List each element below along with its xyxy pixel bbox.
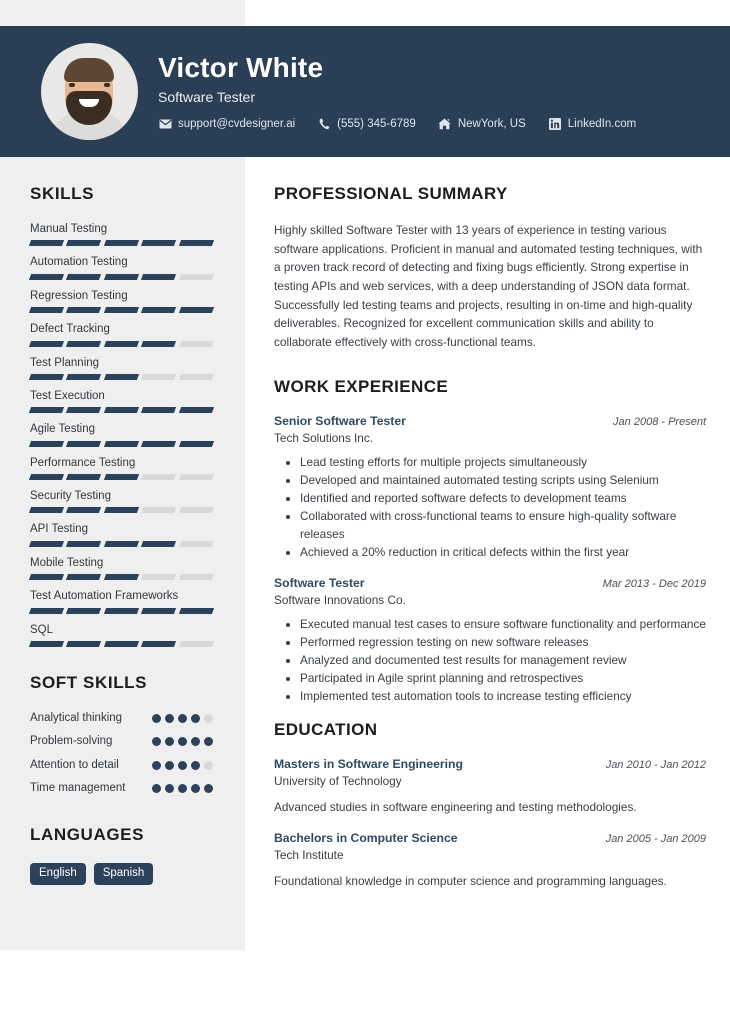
skill-bar-segment — [141, 274, 177, 280]
rating-dot — [165, 714, 174, 723]
skill-bar-segment — [179, 541, 215, 547]
skill-bar-segment — [104, 541, 140, 547]
skill-row — [30, 322, 217, 346]
avatar-container — [36, 43, 142, 140]
entry-bullet-list — [274, 616, 706, 705]
skill-bar-segment — [179, 240, 215, 246]
entry-bullet: • Identified and reported software defects to development teams — [300, 490, 706, 507]
skill-bar-segment — [179, 274, 215, 280]
rating-dot — [152, 761, 161, 770]
resume-entry — [274, 414, 706, 560]
skill-row — [30, 389, 217, 413]
skill-label: Security Testing — [30, 490, 111, 502]
contact-phone[interactable] — [317, 118, 416, 130]
skill-bar-segment — [104, 474, 140, 480]
skill-label: Manual Testing — [30, 223, 108, 235]
rating-dot — [204, 761, 213, 770]
languages-heading: LANGUAGES — [30, 824, 145, 844]
entry-organization: Tech Institute — [274, 848, 344, 863]
skill-row — [30, 422, 217, 446]
entry-header — [274, 757, 706, 773]
contact-linkedin[interactable] — [548, 118, 636, 130]
home-icon — [438, 118, 452, 130]
skill-bar-segment — [104, 574, 140, 580]
work-experience-heading: WORK EXPERIENCE — [274, 377, 449, 397]
soft-skill-rating — [152, 758, 213, 770]
skill-bar-segment — [179, 608, 215, 614]
candidate-role: Software Tester — [158, 88, 256, 105]
contact-linkedin-text: LinkedIn.com — [567, 117, 637, 130]
entry-bullet: • Analyzed and documented test results for management review — [300, 652, 706, 669]
entry-organization: University of Technology — [274, 773, 402, 788]
skill-bar-segment — [141, 341, 177, 347]
skill-level-bar — [30, 307, 213, 313]
skill-bar-segment — [29, 441, 65, 447]
soft-skill-row — [30, 758, 213, 774]
skill-level-bar — [30, 341, 213, 347]
skill-bar-segment — [179, 641, 215, 647]
skill-bar-segment — [141, 240, 177, 246]
avatar-hair — [64, 58, 114, 82]
skill-bar-segment — [141, 307, 177, 313]
rating-dot — [165, 737, 174, 746]
entry-bullet: • Implemented test automation tools to increase testing efficiency — [300, 688, 706, 705]
skill-row — [30, 623, 217, 647]
resume-entry — [274, 757, 706, 816]
skill-bar-segment — [29, 507, 65, 513]
skill-bar-segment — [66, 507, 102, 513]
entry-title: Masters in Software Engineering — [274, 756, 463, 771]
skill-bar-segment — [104, 240, 140, 246]
avatar-eye-right — [104, 83, 110, 87]
entry-bullet: • Executed manual test cases to ensure software functionality and performance — [300, 616, 706, 633]
skill-bar-segment — [66, 274, 102, 280]
skill-bar-segment — [179, 574, 215, 580]
skill-bar-segment — [29, 274, 65, 280]
rating-dot — [152, 737, 161, 746]
skill-bar-segment — [141, 441, 177, 447]
skill-bar-segment — [66, 541, 102, 547]
skill-bar-segment — [29, 574, 65, 580]
skill-bar-segment — [141, 608, 177, 614]
rating-dot — [191, 761, 200, 770]
skill-bar-segment — [179, 441, 215, 447]
skill-row — [30, 255, 217, 279]
skill-row — [30, 356, 217, 380]
skill-level-bar — [30, 240, 213, 246]
skill-row — [30, 289, 217, 313]
skills-list — [30, 222, 217, 647]
rating-dot — [191, 784, 200, 793]
skill-label: Mobile Testing — [30, 556, 104, 569]
main-column — [274, 157, 706, 906]
language-tag[interactable]: Spanish — [94, 863, 154, 885]
language-tag[interactable]: English — [30, 863, 86, 885]
soft-skill-row — [30, 711, 213, 727]
entry-bullet: • Performed regression testing on new software releases — [300, 634, 706, 651]
entry-bullet: • Lead testing efforts for multiple projects simultaneously — [300, 454, 706, 471]
skill-label: SQL — [30, 623, 54, 636]
skill-row — [30, 556, 217, 580]
skill-bar-segment — [104, 641, 140, 647]
soft-skill-row — [30, 734, 213, 750]
skill-bar-segment — [179, 307, 215, 313]
skill-level-bar — [30, 274, 213, 280]
skill-bar-segment — [179, 374, 215, 380]
skill-level-bar — [30, 441, 213, 447]
skill-bar-segment — [179, 507, 215, 513]
skill-label: Agile Testing — [30, 423, 95, 436]
rating-dot — [178, 714, 187, 723]
skill-row — [30, 522, 217, 546]
rating-dot — [152, 714, 161, 723]
skill-bar-segment — [141, 541, 177, 547]
contact-phone-text: (555) 345-6789 — [337, 117, 416, 130]
skill-bar-segment — [141, 574, 177, 580]
avatar — [41, 43, 138, 140]
skill-bar-segment — [29, 240, 65, 246]
contact-list — [158, 118, 710, 130]
rating-dot — [204, 737, 213, 746]
skill-label: Automation Testing — [30, 256, 128, 269]
skill-bar-segment — [29, 541, 65, 547]
entry-date: Jan 2005 - Jan 2009 — [605, 833, 706, 846]
skill-bar-segment — [141, 374, 177, 380]
skill-label: Test Planning — [30, 356, 100, 369]
skill-bar-segment — [66, 240, 102, 246]
skill-bar-segment — [104, 507, 140, 513]
skill-label: Test Automation Frameworks — [30, 590, 179, 603]
languages-list — [30, 863, 217, 885]
skill-bar-segment — [104, 441, 140, 447]
skills-heading: SKILLS — [30, 184, 95, 203]
skill-label: Defect Tracking — [30, 323, 110, 336]
rating-dot — [191, 737, 200, 746]
entry-date: Jan 2008 - Present — [613, 416, 706, 429]
skill-bar-segment — [179, 341, 215, 347]
skill-bar-segment — [104, 274, 140, 280]
entry-description: Foundational knowledge in computer science and programming languages. — [274, 874, 667, 889]
skill-bar-segment — [104, 307, 140, 313]
skill-row — [30, 489, 217, 513]
rating-dot — [165, 784, 174, 793]
linkedin-icon — [548, 118, 562, 130]
skill-level-bar — [30, 374, 213, 380]
professional-summary-heading: PROFESSIONAL SUMMARY — [274, 184, 508, 203]
rating-dot — [191, 714, 200, 723]
entry-header — [274, 414, 706, 430]
skill-level-bar — [30, 608, 213, 614]
skill-bar-segment — [29, 641, 65, 647]
rating-dot — [178, 761, 187, 770]
contact-email[interactable] — [158, 118, 295, 130]
header-text-block — [158, 53, 730, 130]
entry-title: Software Tester — [274, 575, 365, 590]
resume-header — [0, 26, 730, 157]
skill-bar-segment — [66, 474, 102, 480]
skill-bar-segment — [104, 341, 140, 347]
professional-summary-text: Highly skilled Software Tester with 13 years of experience in testing various software applications. Proficient in manual and automated testing techniques, with a proven track record of detecting and fixing bugs efficiently. Strong expertise in testing APIs and web services, with a deep understanding of JSON data format. Successfully led testing teams and projects, resulting in on-time and high-quality deliverables. Recognized for excellent communication skills and ability to collaborate effectively with cross-functional teams. — [274, 223, 703, 349]
education-heading: EDUCATION — [274, 719, 378, 739]
skill-bar-segment — [29, 374, 65, 380]
rating-dot — [178, 737, 187, 746]
entry-bullet: • Participated in Agile sprint planning and retrospectives — [300, 670, 706, 687]
contact-location-text: NewYork, US — [457, 117, 526, 130]
skill-label: Test Execution — [30, 389, 105, 402]
skill-level-bar — [30, 541, 213, 547]
phone-icon — [317, 118, 331, 130]
skill-bar-segment — [29, 307, 65, 313]
entry-date: Jan 2010 - Jan 2012 — [605, 758, 706, 771]
entry-description: Advanced studies in software engineering and testing methodologies. — [274, 799, 637, 814]
skill-bar-segment — [104, 374, 140, 380]
rating-dot — [178, 784, 187, 793]
entry-date: Mar 2013 - Dec 2019 — [602, 577, 706, 590]
avatar-eye-left — [69, 83, 75, 87]
skill-bar-segment — [66, 441, 102, 447]
contact-email-text: support@cvdesigner.ai — [178, 117, 296, 130]
sidebar — [0, 157, 245, 885]
skill-label: API Testing — [30, 523, 88, 536]
work-experience-list — [274, 414, 706, 705]
rating-dot — [152, 784, 161, 793]
skill-bar-segment — [141, 474, 177, 480]
rating-dot — [165, 761, 174, 770]
rating-dot — [204, 714, 213, 723]
skill-bar-segment — [66, 374, 102, 380]
skill-level-bar — [30, 641, 213, 647]
skill-bar-segment — [66, 307, 102, 313]
skill-row — [30, 589, 217, 613]
soft-skill-label: Attention to detail — [30, 758, 119, 771]
contact-location[interactable] — [438, 118, 526, 130]
skill-bar-segment — [29, 608, 65, 614]
candidate-name: Victor White — [158, 52, 324, 84]
soft-skills-heading: SOFT SKILLS — [30, 672, 148, 692]
entry-title: Senior Software Tester — [274, 414, 406, 429]
soft-skill-label: Problem-solving — [30, 735, 113, 748]
skill-bar-segment — [179, 407, 215, 413]
skill-label: Regression Testing — [30, 289, 128, 302]
skill-level-bar — [30, 574, 213, 580]
entry-bullet: • Achieved a 20% reduction in critical defects within the first year — [300, 544, 706, 561]
entry-organization: Software Innovations Co. — [274, 592, 406, 607]
skill-bar-segment — [29, 341, 65, 347]
skill-row — [30, 222, 217, 246]
skill-bar-segment — [29, 407, 65, 413]
skill-bar-segment — [141, 507, 177, 513]
entry-bullet-list — [274, 454, 706, 561]
skill-bar-segment — [141, 641, 177, 647]
resume-entry — [274, 576, 706, 705]
email-icon — [158, 118, 172, 130]
skill-bar-segment — [66, 574, 102, 580]
skill-level-bar — [30, 407, 213, 413]
skill-bar-segment — [66, 407, 102, 413]
soft-skill-label: Analytical thinking — [30, 711, 123, 724]
rating-dot — [204, 784, 213, 793]
skill-bar-segment — [104, 608, 140, 614]
skill-bar-segment — [66, 341, 102, 347]
soft-skills-list — [30, 711, 217, 797]
entry-bullet: • Collaborated with cross-functional teams to ensure high-quality software releases — [300, 508, 706, 542]
soft-skill-rating — [152, 781, 213, 793]
skill-bar-segment — [141, 407, 177, 413]
skill-level-bar — [30, 474, 213, 480]
entry-header — [274, 831, 706, 847]
skill-level-bar — [30, 507, 213, 513]
soft-skill-label: Time management — [30, 782, 126, 795]
skill-label: Performance Testing — [30, 456, 136, 469]
entry-title: Bachelors in Computer Science — [274, 831, 458, 846]
soft-skill-rating — [152, 711, 213, 723]
soft-skill-rating — [152, 734, 213, 746]
education-list — [274, 757, 706, 891]
skill-bar-segment — [104, 407, 140, 413]
skill-bar-segment — [29, 474, 65, 480]
resume-entry — [274, 831, 706, 890]
entry-header — [274, 576, 706, 592]
soft-skill-row — [30, 781, 213, 797]
entry-bullet: • Developed and maintained automated testing scripts using Selenium — [300, 472, 706, 489]
entry-organization: Tech Solutions Inc. — [274, 431, 374, 446]
skill-bar-segment — [179, 474, 215, 480]
skill-bar-segment — [66, 608, 102, 614]
skill-row — [30, 456, 217, 480]
skill-bar-segment — [66, 641, 102, 647]
